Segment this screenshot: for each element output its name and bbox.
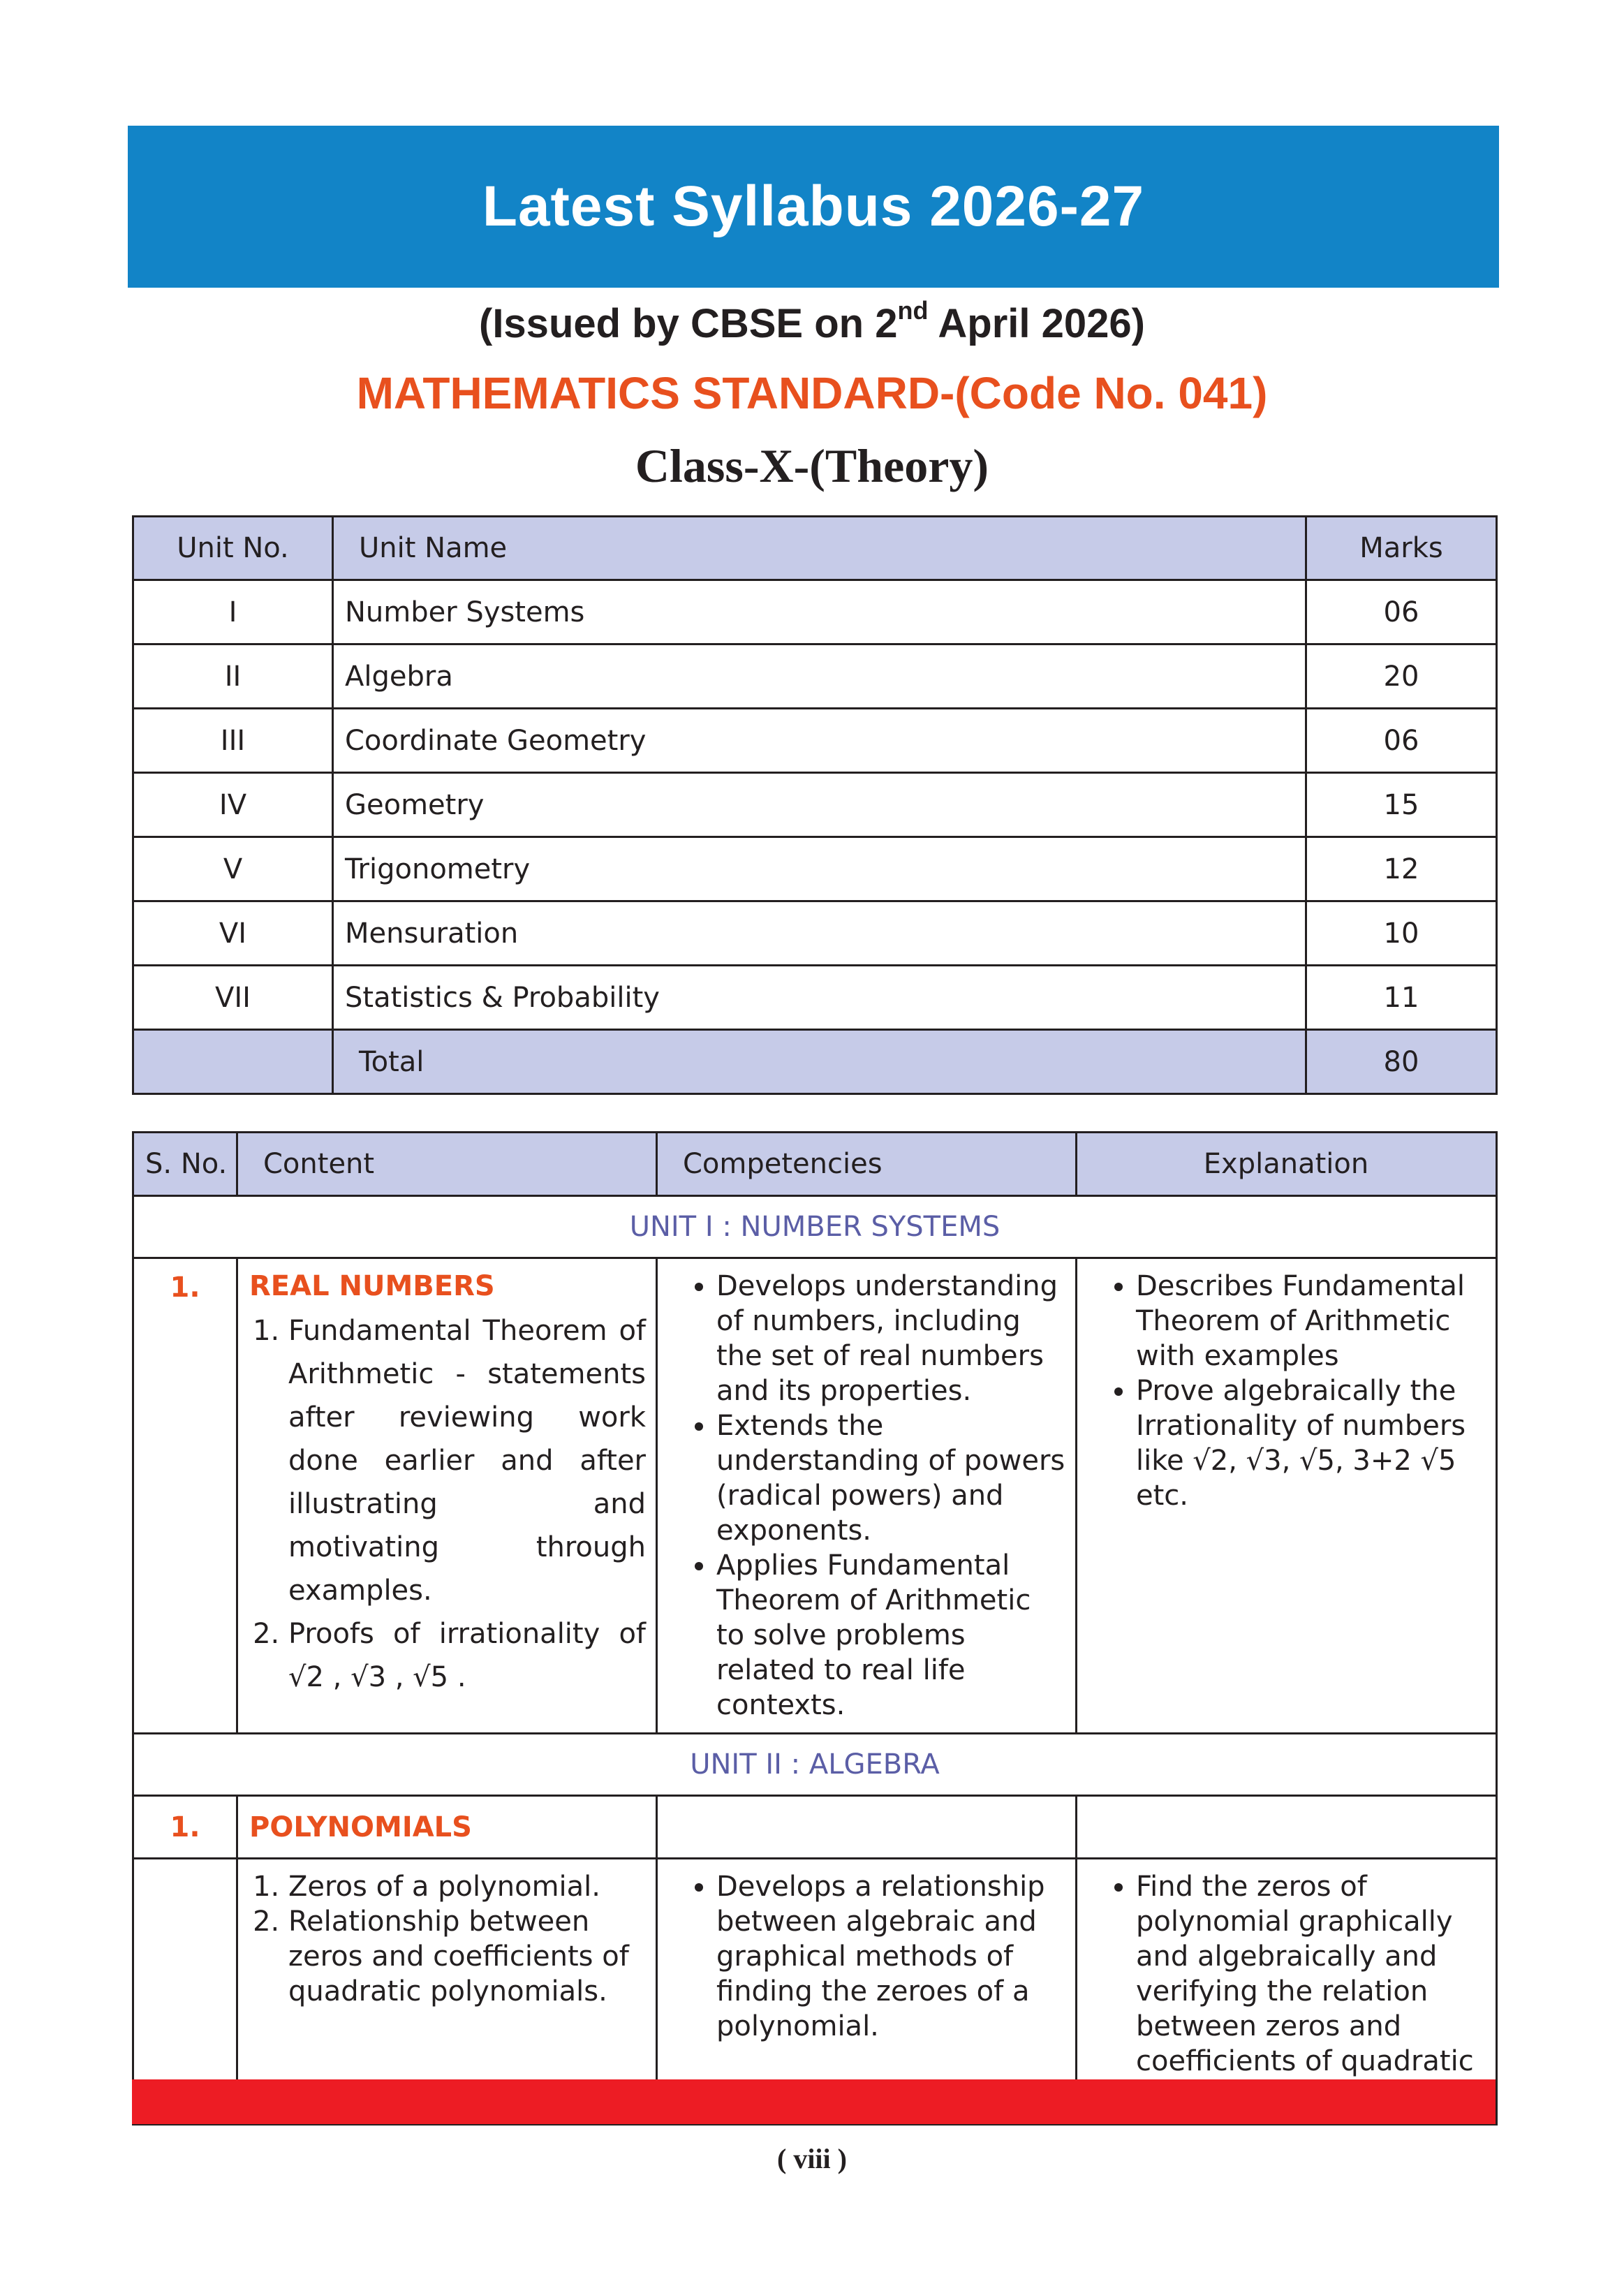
competencies-list (669, 1869, 1065, 2044)
list-item: 2. Relationship between zeros and coefficients of quadratic polynomials. (288, 1904, 646, 2009)
issued-line: (Issued by CBSE on 2nd April 2026) (479, 296, 1145, 346)
table-row: IV Geometry 15 (133, 773, 1497, 837)
unit-2-title: UNIT II : ALGEBRA (133, 1734, 1497, 1796)
table-row: II Algebra 20 (133, 644, 1497, 709)
list-item: • Describes Fundamental Theorem of Arithmetic with examples (1136, 1269, 1486, 1373)
banner-title: Latest Syllabus 2026-27 (482, 175, 1145, 238)
list-item: • Applies Fundamental Theorem of Arithmetic to solve problems related to real life contexts. (716, 1548, 1065, 1723)
row-number: 1. (133, 1258, 237, 1734)
table-row (133, 1258, 1497, 1734)
content-list (249, 1309, 646, 1699)
marks-header-row (133, 517, 1497, 580)
topic-title: REAL NUMBERS (249, 1270, 495, 1302)
footer-bar (132, 2079, 1496, 2124)
content-list (249, 1869, 646, 2009)
table-row: VII Statistics & Probability 11 (133, 966, 1497, 1030)
table-row: V Trigonometry 12 (133, 837, 1497, 901)
list-item: 2. Proofs of irrationality of √2 , √3 , √5 . (288, 1612, 646, 1699)
explanation-list (1088, 1269, 1486, 1513)
topic-title: POLYNOMIALS (249, 1811, 472, 1843)
table-row: III Coordinate Geometry 06 (133, 709, 1497, 773)
table-row (133, 1796, 1497, 1859)
header-sno: S. No. (133, 1133, 237, 1196)
class-title: Class-X-(Theory) (635, 439, 989, 492)
page-number: ( viii ) (777, 2143, 847, 2174)
subject-title: MATHEMATICS STANDARD-(Code No. 041) (356, 368, 1268, 418)
header-content: Content (237, 1133, 657, 1196)
list-item: 1. Zeros of a polynomial. (288, 1869, 646, 1904)
competencies-list (669, 1269, 1065, 1723)
row-number: 1. (133, 1796, 237, 1859)
explanation-list (1088, 1869, 1486, 2114)
list-item: • Extends the understanding of powers (radical powers) and exponents. (716, 1408, 1065, 1548)
list-item: • Find the zeros of polynomial graphically and algebraically and verifying the relation between zeros and coefficients of quadratic (1136, 1869, 1486, 2114)
content-table (132, 1131, 1498, 2125)
marks-table (132, 515, 1498, 1095)
table-row: I Number Systems 06 (133, 580, 1497, 644)
list-item: • Develops a relationship between algebraic and graphical methods of finding the zeroes of a polynomial. (716, 1869, 1065, 2044)
competencies-cell (657, 1258, 1077, 1734)
unit-heading-row (133, 1196, 1497, 1258)
header-marks: Marks (1306, 517, 1497, 580)
header-explanation: Explanation (1077, 1133, 1497, 1196)
total-label: Total (333, 1030, 1306, 1094)
unit-1-title: UNIT I : NUMBER SYSTEMS (133, 1196, 1497, 1258)
content-cell (237, 1796, 657, 1859)
header-unit-no: Unit No. (133, 517, 333, 580)
header-competencies: Competencies (657, 1133, 1077, 1196)
explanation-cell (1077, 1258, 1497, 1734)
unit-heading-row (133, 1734, 1497, 1796)
title-banner (128, 126, 1499, 288)
table-row: VI Mensuration 10 (133, 901, 1497, 966)
content-cell (237, 1258, 657, 1734)
header-unit-name: Unit Name (333, 517, 1306, 580)
total-marks: 80 (1306, 1030, 1497, 1094)
list-item: • Develops understanding of numbers, including the set of real numbers and its properties. (716, 1269, 1065, 1408)
content-header-row (133, 1133, 1497, 1196)
list-item: 1. Fundamental Theorem of Arithmetic - statements after reviewing work done earlier and after illustrating and motivating through examples. (288, 1309, 646, 1612)
total-row (133, 1030, 1497, 1094)
list-item: • Prove algebraically the Irrationality of numbers like √2, √3, √5, 3+2 √5 etc. (1136, 1373, 1486, 1513)
